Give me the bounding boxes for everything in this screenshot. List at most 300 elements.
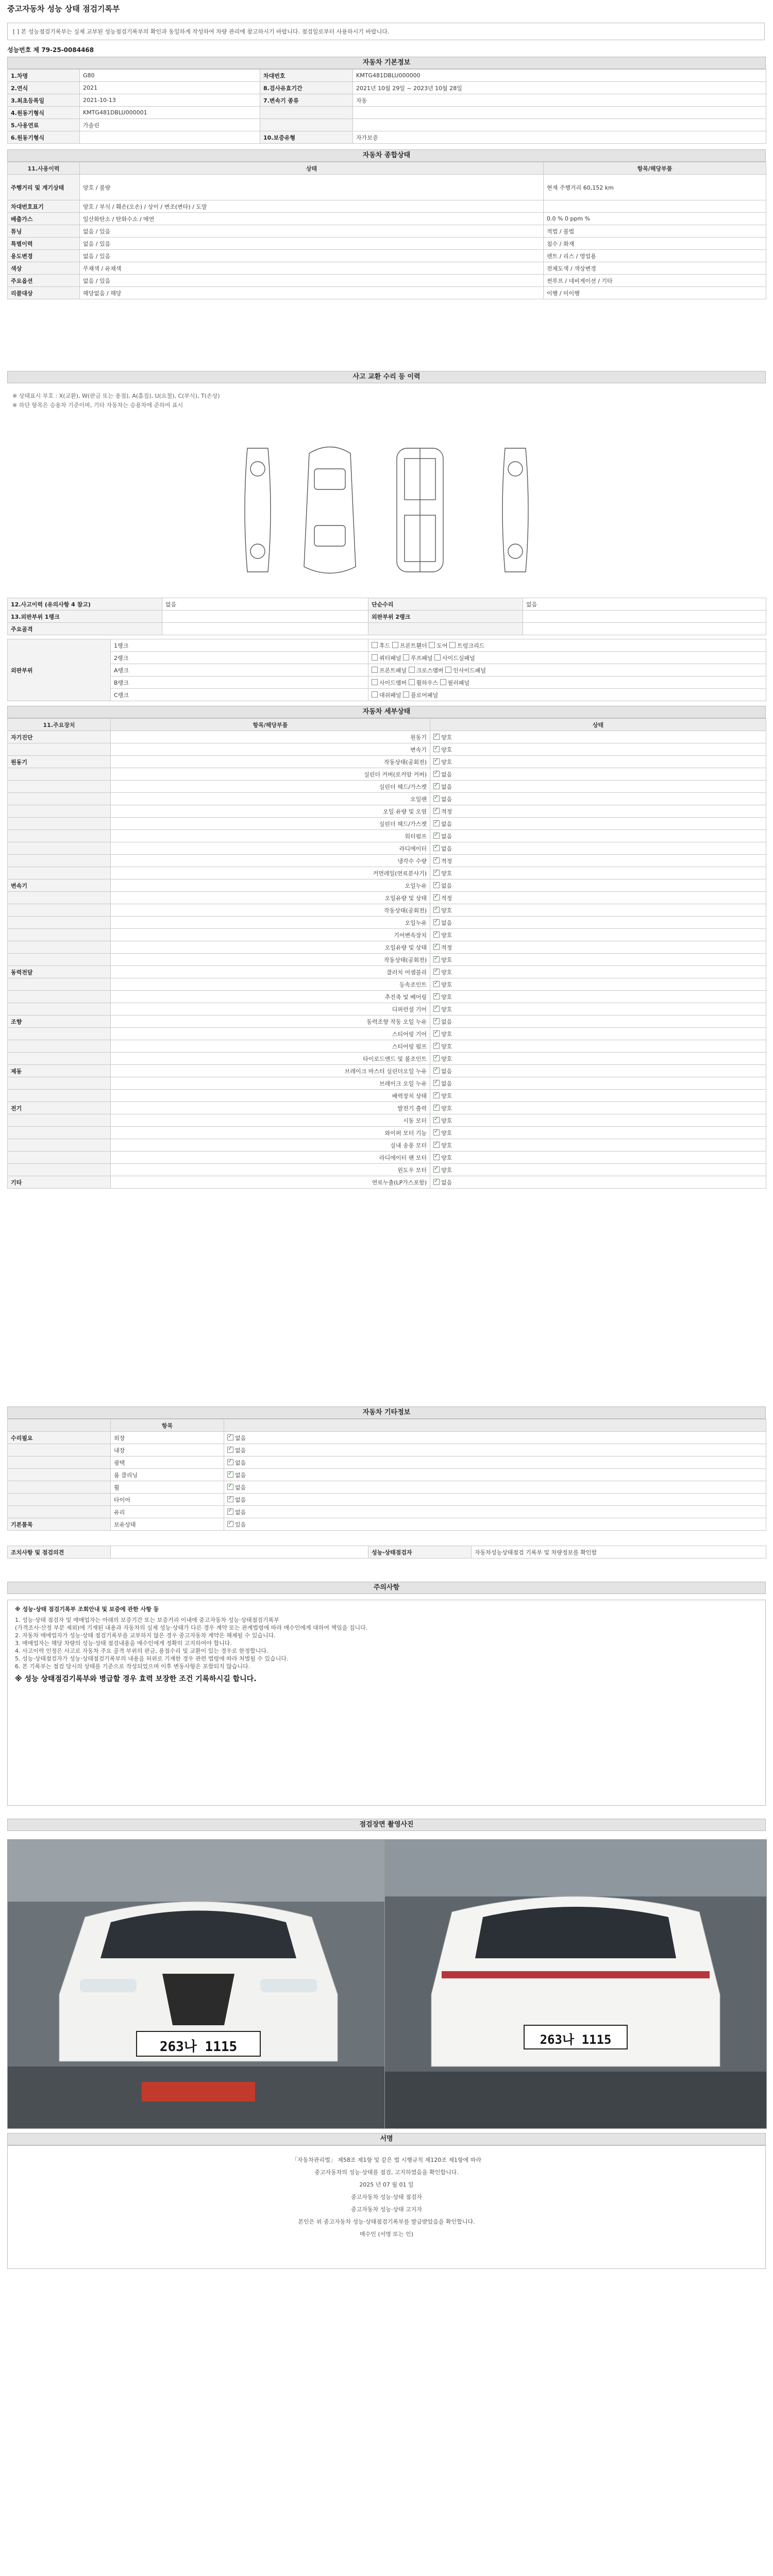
detail-row	[8, 731, 766, 743]
damage-value	[162, 623, 368, 635]
damage-label-2: 외판부위 2랭크	[368, 611, 523, 623]
detail-state-table	[7, 718, 766, 1189]
extra-row	[8, 1456, 766, 1469]
note-line: 5. 성능·상태점검자가 성능·상태점검기록부의 내용을 허위로 기재한 경우 관련 법령에 따라 처벌될 수 있습니다.	[15, 1655, 289, 1662]
document-title: 중고자동차 성능 상태 점검기록부	[7, 4, 120, 13]
overall-row	[8, 287, 766, 299]
damage-value: 없음	[162, 598, 368, 611]
overall-row	[8, 250, 766, 262]
extra-state	[224, 1469, 766, 1481]
overall-state: 해당없음 / 해당	[80, 287, 544, 299]
state-label: 양호	[441, 1142, 452, 1149]
state-label: 적정	[441, 944, 452, 951]
extra-group	[8, 1456, 111, 1469]
overall-state: 무채색 / 유채색	[80, 262, 544, 275]
detail-group	[8, 904, 111, 917]
state-label: 양호	[441, 746, 452, 753]
overall-note: 썬루프 / 네비게이션 / 기타	[544, 275, 766, 287]
damage-value-2: 없음	[523, 598, 766, 611]
detail-group	[8, 1028, 111, 1040]
state-check-icon	[433, 1142, 440, 1148]
detail-group	[8, 941, 111, 954]
basic-label-2: 차대번호	[260, 70, 353, 82]
basic-value: 가솔린	[80, 119, 260, 131]
state-label: 양호	[441, 1166, 452, 1174]
sign-line: 2025 년 07 월 01 일	[359, 2181, 414, 2188]
state-check-icon	[433, 1067, 440, 1074]
extra-group: 기본품목	[8, 1518, 111, 1531]
basic-label-2: 7.변속기 종류	[260, 94, 353, 107]
state-check-icon	[433, 746, 440, 752]
state-label: 양호	[441, 758, 452, 766]
detail-item: 오일 유량 및 오염	[111, 805, 430, 818]
detail-state	[430, 818, 766, 830]
state-check-icon	[433, 857, 440, 863]
state-label: 없음	[235, 1484, 246, 1491]
basic-label: 2.연식	[8, 82, 80, 94]
state-check-icon	[227, 1447, 233, 1453]
overall-note: 현재 주행거리 60,152 km	[544, 175, 766, 200]
state-check-icon	[433, 919, 440, 925]
basic-label-2: 8.검사유효기간	[260, 82, 353, 94]
extra-item: 외장	[111, 1432, 224, 1444]
overall-state: 없음 / 있음	[80, 238, 544, 250]
extra-header: 항목	[111, 1419, 224, 1432]
basic-value	[80, 131, 260, 144]
detail-group	[8, 1090, 111, 1102]
extra-item: 휠	[111, 1481, 224, 1494]
detail-row	[8, 1015, 766, 1028]
state-label: 없음	[441, 771, 452, 778]
state-check-icon	[433, 969, 440, 975]
state-check-icon	[433, 993, 440, 999]
state-label: 적정	[441, 894, 452, 902]
basic-row	[8, 94, 766, 107]
detail-item: 브레이크 마스터 실린더오일 누유	[111, 1065, 430, 1077]
extra-bottom-table	[7, 1546, 766, 1558]
extra-header-blank	[224, 1419, 766, 1432]
detail-item: 윈도우 모터	[111, 1164, 430, 1176]
extra-item: 보유상태	[111, 1518, 224, 1531]
basic-value-2	[353, 107, 766, 119]
state-label: 없음	[441, 1018, 452, 1025]
detail-state	[430, 781, 766, 793]
damage-label: 주요골격	[8, 623, 162, 635]
extra-item: 내장	[111, 1444, 224, 1456]
detail-item: 라디에이터 팬 모터	[111, 1151, 430, 1164]
sign-line: 매수인 (서명 또는 인)	[359, 2231, 414, 2238]
detail-group	[8, 768, 111, 781]
state-label: 없음	[441, 919, 452, 926]
detail-item: 워터펌프	[111, 830, 430, 842]
detail-state	[430, 879, 766, 892]
state-check-icon	[433, 1105, 440, 1111]
state-label: 없음	[441, 783, 452, 790]
damage-label: 12.사고이력 (유의사항 4 참고)	[8, 598, 162, 611]
basic-value-2: 2021년 10월 29일 ~ 2023년 10월 28일	[353, 82, 766, 94]
state-label: 양호	[441, 907, 452, 914]
detail-group	[8, 1003, 111, 1015]
detail-group	[8, 743, 111, 756]
state-check-icon	[433, 820, 440, 826]
state-check-icon	[433, 894, 440, 901]
detail-header-row	[8, 719, 766, 731]
state-check-icon	[227, 1521, 233, 1527]
extra-state	[224, 1444, 766, 1456]
extra-header-blank	[8, 1419, 111, 1432]
overall-state: 없음 / 있음	[80, 275, 544, 287]
extra-state	[224, 1456, 766, 1469]
detail-group	[8, 1164, 111, 1176]
state-label: 없음	[441, 1080, 452, 1087]
detail-row	[8, 756, 766, 768]
damage-table	[7, 598, 766, 635]
state-label: 양호	[441, 734, 452, 741]
state-label: 없음	[441, 845, 452, 852]
sign-line: 중고자동차의 성능·상태를 점검, 고지하였음을 확인합니다.	[314, 2169, 459, 2176]
notes-head: ※ 성능·상태 점검기록부 조회안내 및 보증에 관한 사항 등	[15, 1606, 159, 1613]
extra-info-table	[7, 1419, 766, 1531]
extra-state	[224, 1481, 766, 1494]
sign-line: 중고자동차 성능·상태 점검자	[350, 2194, 422, 2200]
state-label: 있음	[235, 1521, 246, 1528]
extra-row	[8, 1432, 766, 1444]
detail-group	[8, 917, 111, 929]
basic-value: 2021	[80, 82, 260, 94]
overall-note: 전체도색 / 색상변경	[544, 262, 766, 275]
overall-label: 특별이력	[8, 238, 80, 250]
detail-state	[430, 1028, 766, 1040]
state-label: 양호	[441, 1043, 452, 1050]
state-check-icon	[433, 1018, 440, 1024]
detail-state	[430, 1164, 766, 1176]
state-label: 없음	[235, 1471, 246, 1479]
detail-state	[430, 743, 766, 756]
basic-row	[8, 107, 766, 119]
state-check-icon	[433, 758, 440, 765]
state-label: 양호	[441, 1006, 452, 1013]
car-diagram	[227, 438, 546, 582]
notes-lines	[15, 1616, 758, 1670]
basic-label: 4.원동기형식	[8, 107, 80, 119]
detail-group: 원동기	[8, 756, 111, 768]
state-label: 없음	[235, 1509, 246, 1516]
detail-group: 전기	[8, 1102, 111, 1114]
detail-item: 변속기	[111, 743, 430, 756]
detail-item: 기어변속장치	[111, 929, 430, 941]
detail-state	[430, 991, 766, 1003]
state-check-icon	[433, 795, 440, 802]
section-overall-title: 자동차 종합상태	[7, 149, 766, 162]
basic-value: KMTG481DBLU000001	[80, 107, 260, 119]
extra-group	[8, 1506, 111, 1518]
damage-note: ※ 하단 항목은 승용차 기준이며, 기타 자동차는 승용차에 준하여 표시	[12, 402, 183, 409]
detail-group	[8, 1139, 111, 1151]
notice-box: [ ] 본 성능점검기록부는 실제 교부된 성능점검기록부의 확인과 동일하게 작성하여 차량 관리에 참고하시기 바랍니다. 점검일로부터 사용하시기 바랍니다.	[7, 23, 765, 40]
state-label: 양호	[441, 1129, 452, 1137]
detail-item: 오일유량 및 상태	[111, 892, 430, 904]
state-check-icon	[433, 956, 440, 962]
basic-row	[8, 119, 766, 131]
detail-item: 냉각수 수량	[111, 855, 430, 867]
detail-row	[8, 1053, 766, 1065]
state-label: 양호	[441, 1055, 452, 1062]
extra-row	[8, 1444, 766, 1456]
detail-item: 스티어링 펌프	[111, 1040, 430, 1053]
damage-label-2	[368, 623, 523, 635]
state-check-icon	[227, 1434, 233, 1440]
detail-state	[430, 1127, 766, 1139]
overall-state: 상태	[80, 162, 544, 175]
detail-state	[430, 904, 766, 917]
overall-state: 일산화탄소 / 탄화수소 / 매연	[80, 213, 544, 225]
detail-state	[430, 731, 766, 743]
state-label: 적정	[441, 808, 452, 815]
note-line: 3. 매매업자는 해당 차량의 성능·상태 점검내용을 매수인에게 정확히 고지하여야 합니다.	[15, 1640, 232, 1647]
basic-value-2: 자가보증	[353, 131, 766, 144]
damage-value-2	[523, 611, 766, 623]
detail-row	[8, 743, 766, 756]
state-check-icon	[433, 1080, 440, 1086]
overall-note: 침수 / 화재	[544, 238, 766, 250]
detail-item: 와이퍼 모터 기능	[111, 1127, 430, 1139]
extra-state	[224, 1432, 766, 1444]
note-line: 6. 본 기록부는 점검 당시의 상태를 기준으로 작성되었으며 이후 변동사항은 포함되지 않습니다.	[15, 1663, 250, 1670]
detail-group	[8, 855, 111, 867]
detail-item: 시동 모터	[111, 1114, 430, 1127]
overall-note: 적법 / 불법	[544, 225, 766, 238]
detail-item: 오일누유	[111, 879, 430, 892]
detail-group	[8, 929, 111, 941]
detail-group	[8, 1151, 111, 1164]
detail-header: 항목/해당부품	[111, 719, 430, 731]
detail-state	[430, 892, 766, 904]
state-check-icon	[227, 1496, 233, 1502]
state-check-icon	[433, 931, 440, 938]
section-photos-title: 점검장면 촬영사진	[7, 1819, 766, 1831]
detail-row	[8, 1040, 766, 1053]
basic-label: 1.차명	[8, 70, 80, 82]
detail-row	[8, 1114, 766, 1127]
detail-group	[8, 1053, 111, 1065]
detail-state	[430, 1139, 766, 1151]
basic-label: 3.최초등록일	[8, 94, 80, 107]
state-label: 양호	[441, 931, 452, 939]
basic-label-2	[260, 119, 353, 131]
section-damage-title: 사고 교환 수리 등 이력	[7, 371, 766, 383]
detail-item: 동력조향 작동 오일 누유	[111, 1015, 430, 1028]
detail-state	[430, 917, 766, 929]
detail-item: 발전기 출력	[111, 1102, 430, 1114]
note-line: 2. 자동차 매매업자가 성능·상태 점검기록부를 교부하지 않은 경우 중고자동차 계약은 해제될 수 있습니다.	[15, 1632, 276, 1639]
state-check-icon	[433, 1092, 440, 1098]
overall-state: 없음 / 있음	[80, 225, 544, 238]
notes-box	[7, 1600, 766, 1806]
detail-state	[430, 830, 766, 842]
state-label: 양호	[441, 1117, 452, 1124]
extra-row	[8, 1506, 766, 1518]
detail-item: 추진축 및 베어링	[111, 991, 430, 1003]
detail-group: 동력전달	[8, 966, 111, 978]
detail-state	[430, 941, 766, 954]
extra-item: 유리	[111, 1506, 224, 1518]
detail-state	[430, 1114, 766, 1127]
state-label: 양호	[441, 1105, 452, 1112]
extra-group	[8, 1481, 111, 1494]
extra-row	[8, 1494, 766, 1506]
detail-group	[8, 842, 111, 855]
detail-group	[8, 867, 111, 879]
overall-state: 양호 / 불량	[80, 175, 544, 200]
detail-row	[8, 1176, 766, 1189]
damage-row	[8, 623, 766, 635]
detail-row	[8, 1127, 766, 1139]
damage-row	[8, 598, 766, 611]
basic-label: 6.원동기형식	[8, 131, 80, 144]
detail-state	[430, 1176, 766, 1189]
state-check-icon	[433, 845, 440, 851]
detail-group	[8, 805, 111, 818]
note-line: 1. 성능·상태 점검자 및 매매업자는 아래의 보증기간 또는 보증거리 이내에 중고자동차 성능·상태점검기록부	[15, 1617, 279, 1623]
state-check-icon	[433, 1043, 440, 1049]
detail-group: 제동	[8, 1065, 111, 1077]
certificate-number: 성능번호 제 79-25-0084468	[7, 46, 94, 54]
extra-group	[8, 1494, 111, 1506]
detail-state	[430, 793, 766, 805]
overall-label: 용도변경	[8, 250, 80, 262]
state-label: 없음	[441, 1179, 452, 1186]
front-plate: 263나 1115	[159, 2039, 238, 2055]
detail-group: 조향	[8, 1015, 111, 1028]
detail-row	[8, 1102, 766, 1114]
note-line: 4. 사고이력 인정은 사고로 자동차 주요 골격 부위의 판금, 용접수리 및 교환이 있는 경우로 한정합니다.	[15, 1648, 268, 1654]
detail-row	[8, 855, 766, 867]
overall-row	[8, 200, 766, 213]
damage-value-2	[523, 623, 766, 635]
detail-item: 작동상태(공회전)	[111, 904, 430, 917]
state-check-icon	[433, 808, 440, 814]
state-check-icon	[433, 1055, 440, 1061]
opinion-label: 조치사항 및 점검의견	[8, 1546, 111, 1558]
detail-item: 실내 송풍 모터	[111, 1139, 430, 1151]
state-check-icon	[433, 1179, 440, 1185]
front-car-photo	[8, 1840, 389, 2128]
overall-label: 배출가스	[8, 213, 80, 225]
extra-state	[224, 1506, 766, 1518]
detail-item: 디퍼런셜 기어	[111, 1003, 430, 1015]
rear-plate: 263나 1115	[540, 2032, 612, 2047]
state-check-icon	[433, 944, 440, 950]
state-label: 양호	[441, 870, 452, 877]
detail-state	[430, 929, 766, 941]
state-check-icon	[433, 1006, 440, 1012]
detail-row	[8, 904, 766, 917]
detail-item: 실린더 커버(로커암 커버)	[111, 768, 430, 781]
detail-group	[8, 830, 111, 842]
detail-state	[430, 1102, 766, 1114]
detail-item: 작동상태(공회전)	[111, 756, 430, 768]
detail-item: 스티어링 기어	[111, 1028, 430, 1040]
detail-item: 등속조인트	[111, 978, 430, 991]
detail-item: 타이로드엔드 및 볼조인트	[111, 1053, 430, 1065]
detail-item: 오일누유	[111, 917, 430, 929]
section-basic-title: 자동차 기본정보	[7, 57, 766, 69]
basic-value-2: KMTG481DBLU000000	[353, 70, 766, 82]
state-label: 양호	[441, 1154, 452, 1161]
detail-row	[8, 892, 766, 904]
detail-row	[8, 781, 766, 793]
detail-row	[8, 1065, 766, 1077]
basic-label: 5.사용연료	[8, 119, 80, 131]
damage-label-2: 단순수리	[368, 598, 523, 611]
detail-header: 11.주요장치	[8, 719, 111, 731]
detail-row	[8, 1139, 766, 1151]
photo-rear	[384, 1839, 767, 2129]
overall-label: 차대번호표기	[8, 200, 80, 213]
state-check-icon	[433, 1129, 440, 1136]
state-label: 양호	[441, 993, 452, 1001]
detail-row	[8, 978, 766, 991]
detail-row	[8, 805, 766, 818]
detail-row	[8, 966, 766, 978]
overall-note: 0.0 % 0 ppm %	[544, 213, 766, 225]
overall-state-table	[7, 162, 766, 299]
overall-label: 11.사용이력	[8, 162, 80, 175]
state-label: 없음	[235, 1496, 246, 1503]
detail-state	[430, 1151, 766, 1164]
section-notes-title: 주의사항	[7, 1582, 766, 1594]
state-check-icon	[433, 1117, 440, 1123]
detail-item: 오일팬	[111, 793, 430, 805]
overall-row	[8, 213, 766, 225]
state-check-icon	[433, 870, 440, 876]
detail-group	[8, 793, 111, 805]
overall-state: 없음 / 있음	[80, 250, 544, 262]
overall-label: 색상	[8, 262, 80, 275]
state-check-icon	[433, 783, 440, 789]
section-extra-title: 자동차 기타정보	[7, 1406, 766, 1419]
detail-item: 배력장치 상태	[111, 1090, 430, 1102]
state-check-icon	[433, 1154, 440, 1160]
state-check-icon	[433, 981, 440, 987]
detail-state	[430, 768, 766, 781]
detail-group: 자기진단	[8, 731, 111, 743]
notes-emphasis: ※ 성능 상태점검기록부와 병급할 경우 효력 보장한 조건 기록하시길 합니다.	[15, 1675, 257, 1683]
extra-item: 광택	[111, 1456, 224, 1469]
basic-row	[8, 131, 766, 144]
signature-box	[7, 2145, 766, 2269]
state-check-icon	[433, 833, 440, 839]
basic-row	[8, 70, 766, 82]
detail-row	[8, 879, 766, 892]
detail-item: 클러치 어셈블리	[111, 966, 430, 978]
detail-state	[430, 842, 766, 855]
panel-rank-table: 외판부위 1랭크 후드 프론트휀더 도어 트렁크리드 2랭크 쿼터패널 루프패널 사이드실패널 A랭크 프론트패널 크로스멤버 인사이드패널 B랭크 사이드멤버 휠하우스 필러패널 C랭크 대쉬패널 플로어패널	[7, 639, 766, 701]
overall-label: 주행거리 및 계기상태	[8, 175, 80, 200]
detail-row	[8, 1028, 766, 1040]
damage-value	[162, 611, 368, 623]
photo-front	[7, 1839, 390, 2129]
basic-info-table	[7, 69, 766, 144]
sign-line: 「자동차관리법」 제58조 제1항 및 같은 법 시행규칙 제120조 제1항에 따라	[291, 2157, 482, 2163]
state-label: 양호	[441, 1092, 452, 1099]
detail-group	[8, 892, 111, 904]
detail-row	[8, 1077, 766, 1090]
overall-note: 렌트 / 리스 / 영업용	[544, 250, 766, 262]
overall-row	[8, 225, 766, 238]
detail-state	[430, 978, 766, 991]
detail-item: 라디에이터	[111, 842, 430, 855]
